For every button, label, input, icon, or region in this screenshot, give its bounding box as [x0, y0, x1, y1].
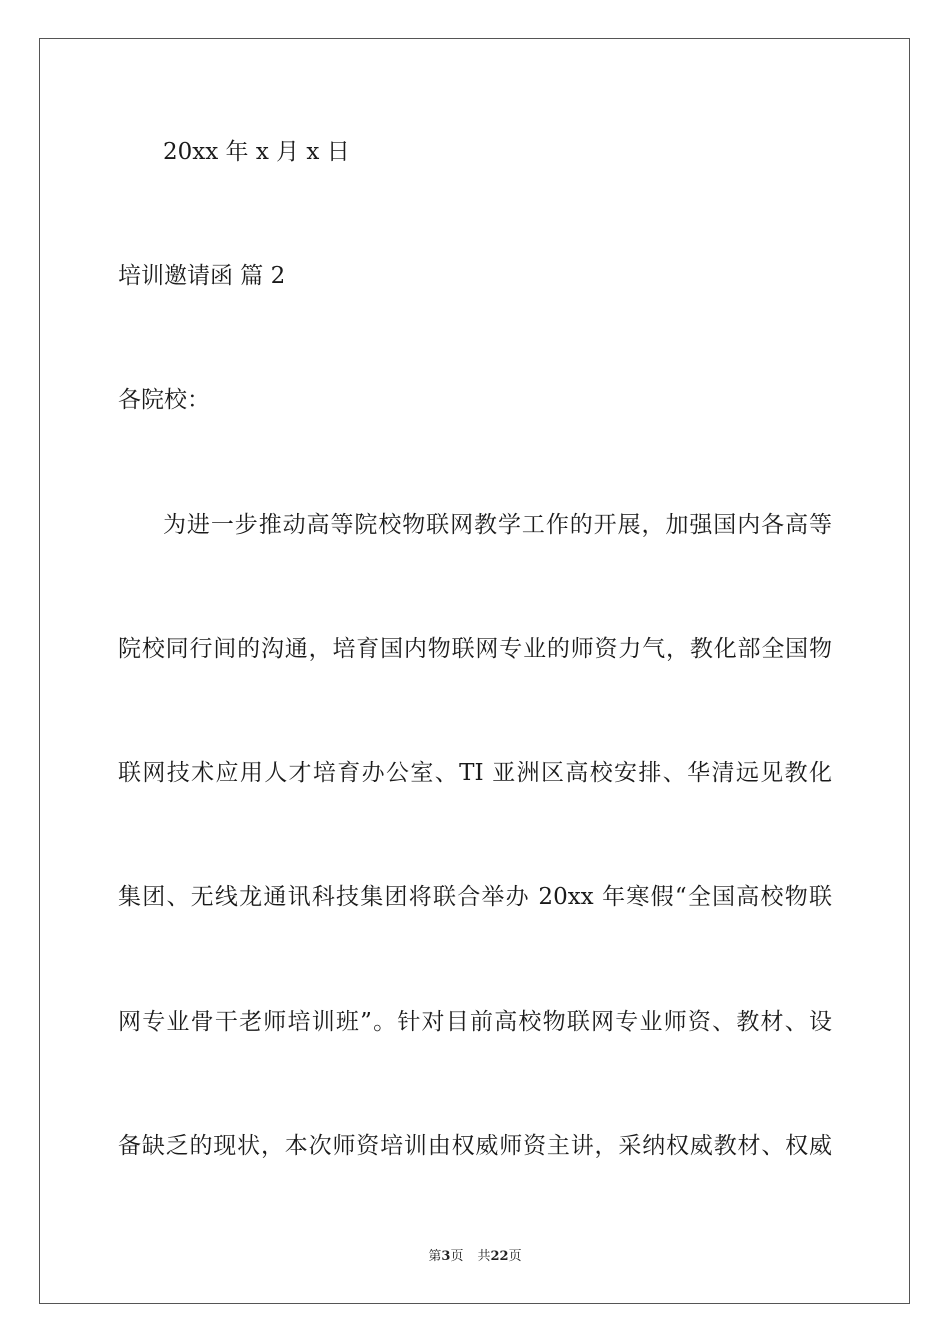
salutation: 各院校： [118, 387, 210, 413]
page-suffix: 页 [450, 1249, 464, 1264]
paragraph-line-3: 联网技术应用人才培育办公室、TI 亚洲区高校安排、华清远见教化 [118, 760, 832, 786]
page-border [39, 38, 910, 1304]
paragraph-line-4: 集团、无线龙通讯科技集团将联合举办 20xx 年寒假“全国高校物联 [118, 884, 832, 910]
current-page-number: 3 [441, 1249, 451, 1264]
page-footer [0, 1248, 950, 1266]
page-prefix: 第 [428, 1249, 442, 1264]
paragraph-line-2: 院校同行间的沟通，培育国内物联网专业的师资力气，教化部全国物 [118, 636, 832, 662]
date-line: 20xx 年 x 月 x 日 [163, 139, 350, 165]
total-pages-number: 22 [490, 1249, 509, 1264]
paragraph-line-1: 为进一步推动高等院校物联网教学工作的开展，加强国内各高等 [163, 512, 832, 538]
total-prefix: 共 [477, 1249, 491, 1264]
paragraph-line-6: 备缺乏的现状，本次师资培训由权威师资主讲，采纳权威教材、权威 [118, 1133, 832, 1159]
section-title: 培训邀请函 篇 2 [118, 263, 286, 289]
total-suffix: 页 [508, 1249, 522, 1264]
paragraph-line-5: 网专业骨干老师培训班”。针对目前高校物联网专业师资、教材、设 [118, 1009, 832, 1035]
